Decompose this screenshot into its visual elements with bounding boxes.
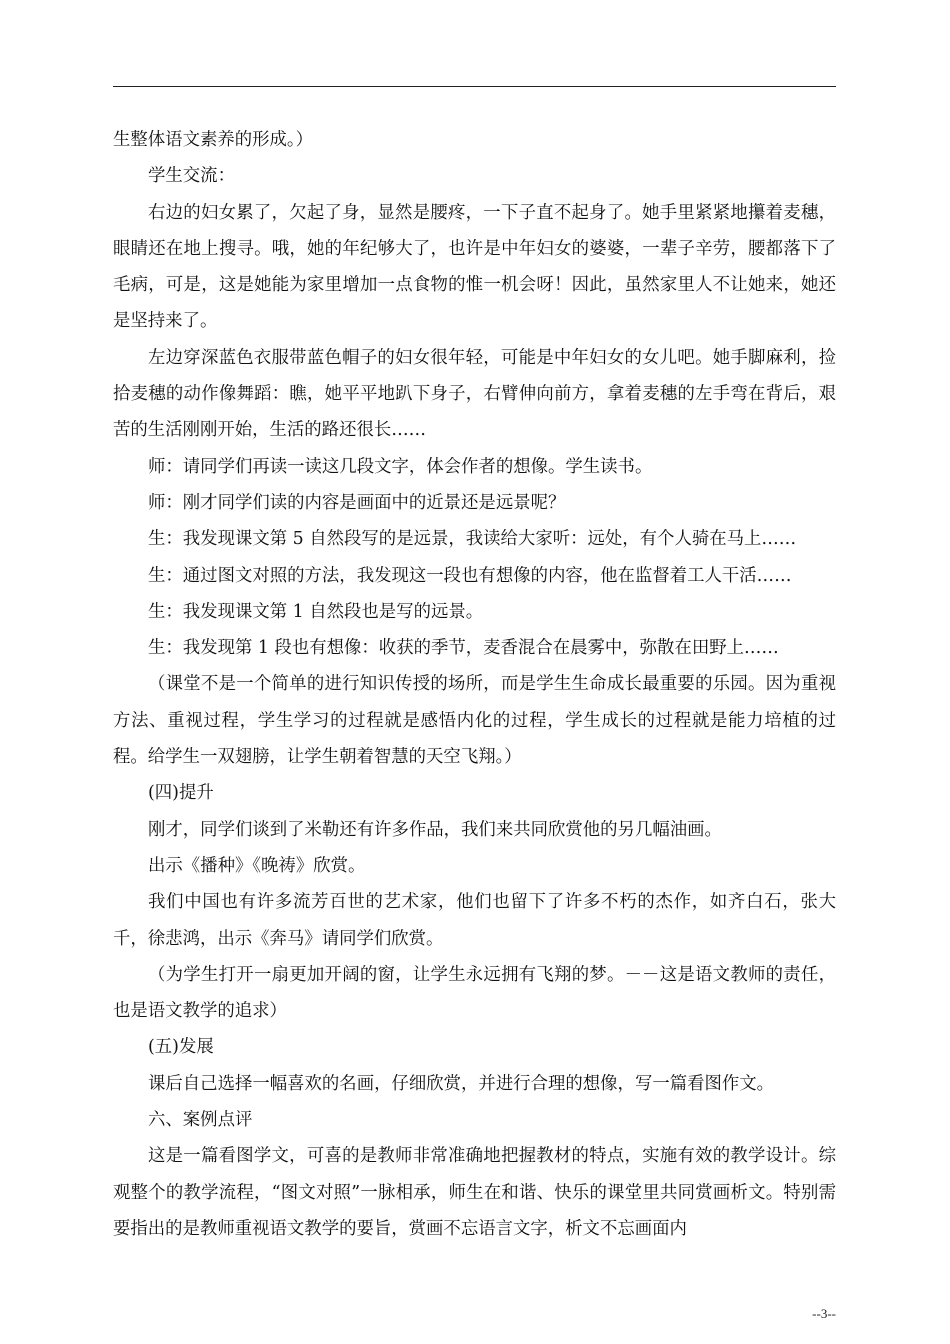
page-number: --3-- bbox=[812, 1306, 836, 1321]
paragraph: 师：刚才同学们读的内容是画面中的近景还是远景呢？ bbox=[148, 492, 566, 513]
paragraph: （为学生打开一扇更加开阔的窗，让学生永远拥有飞翔的梦。－－这是语文教师的责任，也是语文教学的追求） bbox=[113, 964, 836, 1022]
paragraph: 刚才，同学们谈到了米勒还有许多作品，我们来共同欣赏他的另几幅油画。 bbox=[148, 819, 722, 840]
paragraph: 生整体语文素养的形成。） bbox=[113, 130, 313, 150]
paragraph: 生：我发现第 1 段也有想像：收获的季节，麦香混合在晨雾中，弥散在田野上…… bbox=[148, 638, 779, 659]
paragraph: 师：请同学们再读一读这几段文字，体会作者的想像。学生读书。 bbox=[148, 456, 653, 477]
header-rule bbox=[113, 86, 836, 87]
paragraph: 右边的妇女累了，欠起了身，显然是腰疼，一下子直不起身了。她手里紧紧地攥着麦穗，眼睛还在地上搜寻。哦，她的年纪够大了，也许是中年妇女的婆婆，一辈子辛劳，腰都落下了毛病，可是，这是她能为家里增加一点食物的惟一机会呀！因此，虽然家里人不让她来，她还是坚持来了。 bbox=[113, 202, 836, 332]
paragraph: 左边穿深蓝色衣服带蓝色帽子的妇女很年轻，可能是中年妇女的女儿吧。她手脚麻利，捡拾麦穗的动作像舞蹈：瞧，她平平地趴下身子，右臂伸向前方，拿着麦穗的左手弯在背后，艰苦的生活刚刚开始，生活的路还很长…… bbox=[113, 347, 836, 441]
paragraph: （课堂不是一个简单的进行知识传授的场所，而是学生生命成长最重要的乐园。因为重视方法、重视过程，学生学习的过程就是感悟内化的过程，学生成长的过程就是能力培植的过程。给学生一双翅膀，让学生朝着智慧的天空飞翔。） bbox=[113, 674, 836, 768]
paragraph: 生：通过图文对照的方法，我发现这一段也有想像的内容，他在监督着工人干活…… bbox=[148, 565, 792, 586]
paragraph: 生：我发现课文第 5 自然段写的是远景，我读给大家听：远处，有个人骑在马上…… bbox=[148, 529, 797, 550]
section-heading: (五)发展 bbox=[148, 1037, 214, 1058]
paragraph: 出示《播种》《晚祷》欣赏。 bbox=[148, 855, 366, 876]
paragraph: 生：我发现课文第 1 自然段也是写的远景。 bbox=[148, 601, 484, 622]
paragraph: 这是一篇看图学文，可喜的是教师非常准确地把握教材的特点，实施有效的教学设计。综观整个的教学流程，“图文对照”一脉相承，师生在和谐、快乐的课堂里共同赏画析文。特别需要指出的是教师重视语文教学的要旨，赏画不忘语言文字，析文不忘画面内 bbox=[113, 1146, 836, 1239]
document-body bbox=[113, 122, 836, 1247]
section-heading: (四)提升 bbox=[148, 783, 214, 804]
section-heading: 六、案例点评 bbox=[148, 1110, 253, 1131]
paragraph: 我们中国也有许多流芳百世的艺术家，他们也留下了许多不朽的杰作，如齐白石，张大千，徐悲鸿，出示《奔马》请同学们欣赏。 bbox=[113, 892, 836, 949]
paragraph: 学生交流： bbox=[148, 166, 235, 187]
paragraph: 课后自己选择一幅喜欢的名画，仔细欣赏，并进行合理的想像，写一篇看图作文。 bbox=[148, 1073, 775, 1094]
